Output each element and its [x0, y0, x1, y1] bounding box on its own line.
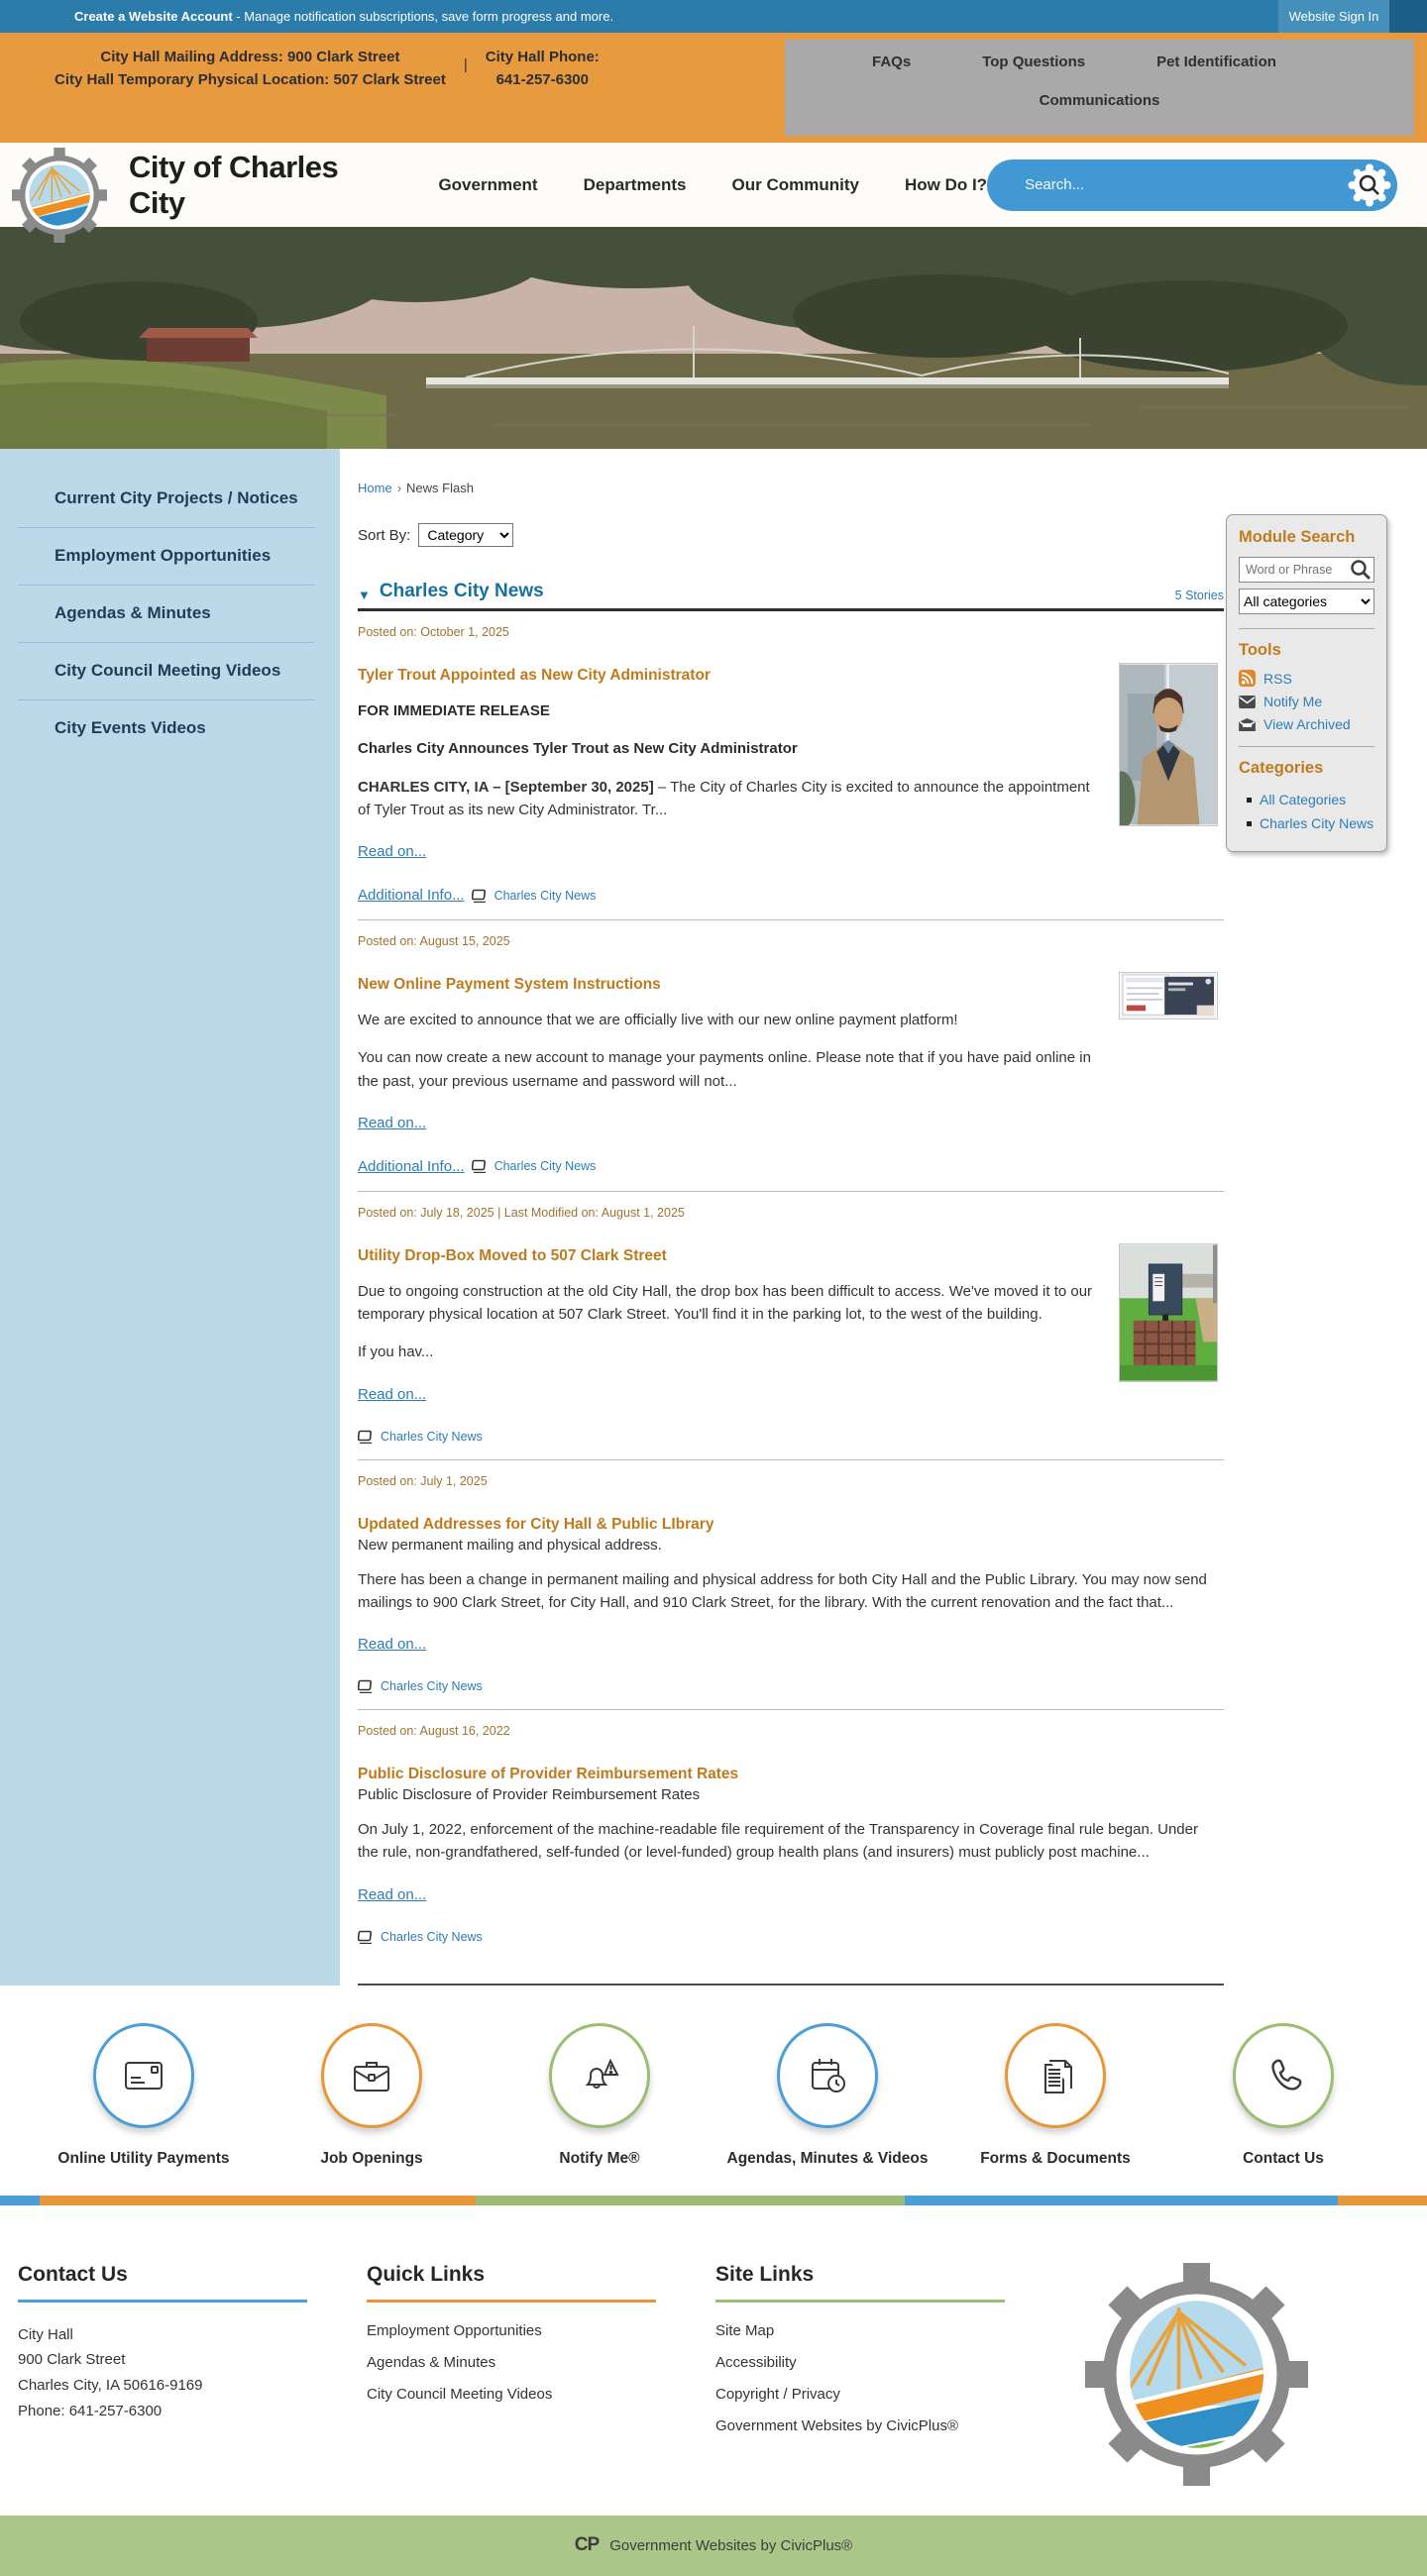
hero-river-bridge-photo [0, 227, 1427, 449]
divider [1239, 746, 1374, 747]
bullet [1247, 821, 1252, 826]
bell-alert-icon [577, 2053, 622, 2098]
stories-count: 5 Stories [1174, 589, 1224, 602]
footer-link-copyright-privacy[interactable]: Copyright / Privacy [715, 2385, 840, 2403]
read-on-link[interactable]: Read on... [358, 1885, 427, 1903]
sort-by-select[interactable] [418, 523, 513, 547]
story-title[interactable]: Utility Drop-Box Moved to 507 Clark Street [358, 1246, 667, 1264]
site-header [0, 143, 1427, 227]
news-story [358, 611, 1224, 920]
news-category-heading[interactable]: Charles City News [379, 581, 544, 601]
sidebar-item-employment-opportunities[interactable]: Employment Opportunities [18, 528, 315, 586]
story-title[interactable]: Public Disclosure of Provider Reimbursement Rates [358, 1766, 739, 1782]
main-navigation [438, 175, 987, 195]
city-hall-phone: City Hall Phone: 641-257-6300 [485, 49, 600, 88]
sidebar-item-agendas-minutes[interactable]: Agendas & Minutes [18, 586, 315, 643]
quick-access-row [0, 1986, 1427, 2196]
footer-link-agendas-minutes[interactable]: Agendas & Minutes [367, 2353, 496, 2371]
story-photo-tyler-trout[interactable] [1119, 663, 1218, 826]
nav-our-community[interactable]: Our Community [731, 174, 859, 194]
bullet [1247, 798, 1252, 803]
news-story [358, 1460, 1224, 1711]
sidebar-item-city-council-meeting-videos[interactable]: City Council Meeting Videos [18, 643, 315, 700]
flag-icon [472, 1159, 488, 1173]
menu-item-top-questions[interactable]: Top Questions [982, 54, 1086, 70]
tool-view-archived[interactable]: View Archived [1239, 716, 1374, 732]
topbar-end-cap [1389, 0, 1427, 33]
website-sign-in-button[interactable]: Website Sign In [1278, 0, 1389, 33]
story-paragraph: If you hav... [358, 1343, 434, 1361]
nav-government[interactable]: Government [438, 174, 538, 194]
story-title[interactable]: Updated Addresses for City Hall & Public LIbrary [358, 1515, 714, 1533]
story-photo-payment-portal[interactable] [1119, 972, 1218, 1020]
story-paragraph: You can now create a new account to manage your payments online. Please note that if you have paid online in the past, your previous username and password will not... [358, 1049, 1091, 1090]
module-category-select[interactable] [1239, 589, 1374, 614]
quick-access-online-utility-payments[interactable]: Online Utility Payments [33, 2023, 256, 2168]
news-story [358, 920, 1224, 1192]
site-footer [0, 2205, 1427, 2516]
phone-icon [1261, 2053, 1306, 2098]
story-title[interactable]: Tyler Trout Appointed as New City Administrator [358, 667, 711, 684]
posted-date: Posted on: August 16, 2022 [358, 1724, 510, 1738]
read-on-link[interactable]: Read on... [358, 1385, 427, 1403]
posted-date: Posted on: July 1, 2025 [358, 1473, 488, 1488]
collapse-triangle-icon[interactable]: ▼ [358, 588, 371, 602]
module-search-panel [1226, 514, 1387, 852]
nav-departments[interactable]: Departments [583, 174, 687, 194]
divider [1239, 628, 1374, 629]
site-title: City of Charles City [129, 149, 339, 220]
left-sidebar [0, 449, 340, 1986]
story-paragraph: CHARLES CITY, IA – [September 30, 2025] – The City of Charles City is excited to announce the appointment of Tyler Trout as its new City Administrator. Tr... [358, 778, 1090, 818]
footer-link-site-map[interactable]: Site Map [715, 2321, 775, 2339]
footer-site-links [715, 2263, 1005, 2486]
news-flash-section [358, 581, 1224, 1986]
footer-contact-line: Charles City, IA 50616-9169 [18, 2377, 203, 2395]
civicplus-cp-logo-icon: CP [574, 2534, 600, 2555]
footer-quick-links-title: Quick Links [367, 2263, 656, 2303]
footer-contact-line: Phone: 641-257-6300 [18, 2402, 163, 2419]
menu-item-communications[interactable]: Communications [1039, 92, 1160, 109]
breadcrumb: Home › News Flash [358, 481, 474, 495]
story-category-link[interactable]: Charles City News [494, 1159, 597, 1174]
footer-link-city-council-meeting-videos[interactable]: City Council Meeting Videos [367, 2385, 553, 2403]
secondary-menu [785, 40, 1414, 136]
story-subtitle: Public Disclosure of Provider Reimbursement Rates [358, 1786, 701, 1803]
story-paragraph: Due to ongoing construction at the old City Hall, the drop box has been difficult to access. We've moved it to our temporary physical location at 507 Clark Street. You'll find it in the parking lot, to the west of the building. [358, 1282, 1093, 1323]
rss-icon [1239, 670, 1256, 687]
flag-icon [472, 889, 488, 903]
quick-access-forms-documents[interactable]: Forms & Documents [944, 2023, 1167, 2168]
posted-date: Posted on: October 1, 2025 [358, 625, 509, 639]
footer-link-employment-opportunities[interactable]: Employment Opportunities [367, 2321, 542, 2339]
read-on-link[interactable]: Read on... [358, 1636, 427, 1653]
footer-link-govt-websites-civicplus[interactable]: Government Websites by CivicPlus® [715, 2416, 959, 2434]
story-paragraph: Charles City Announces Tyler Trout as New City Administrator [358, 740, 798, 758]
create-account-link[interactable]: Create a Website Account [74, 9, 233, 24]
accent-stripe [0, 2196, 1427, 2205]
story-paragraph: On July 1, 2022, enforcement of the machine-readable file requirement of the Transparency in Coverage final rule began. Under the rule, non-grandfathered, self-funded (or level-funded) group health plans (and insurers) must publicly post machine... [358, 1821, 1198, 1862]
flag-icon [358, 1679, 374, 1693]
footer-contact [18, 2263, 307, 2486]
info-divider: | [463, 56, 468, 73]
footer-site-links-title: Site Links [715, 2263, 1005, 2303]
story-category-link[interactable]: Charles City News [494, 888, 597, 903]
sidebar-item-city-events-videos[interactable]: City Events Videos [55, 717, 206, 737]
site-search [987, 160, 1397, 211]
top-utility-bar [0, 0, 1427, 33]
footer-city-gear-logo [1085, 2263, 1308, 2486]
footer-link-accessibility[interactable]: Accessibility [715, 2353, 797, 2371]
read-on-link[interactable]: Read on... [358, 1114, 427, 1131]
city-info-bar [0, 33, 1427, 143]
briefcase-icon [349, 2053, 394, 2098]
tool-notify-me[interactable]: Notify Me [1239, 694, 1374, 709]
read-on-link[interactable]: Read on... [358, 843, 427, 860]
posted-date: Posted on: August 15, 2025 [358, 934, 510, 948]
story-paragraph: There has been a change in permanent mailing and physical address for both City Hall and the Public Library. You may now send mailings to 900 Clark Street, for City Hall, and 910 Clark Street, for the library. With the current renovation and the fact that... [358, 1570, 1207, 1611]
quick-access-contact-us[interactable]: Contact Us [1172, 2023, 1395, 2168]
create-account-tagline: - Manage notification subscriptions, save form progress and more. [232, 9, 614, 24]
archive-envelope-icon [1239, 718, 1256, 731]
search-button[interactable] [1348, 163, 1391, 207]
news-story [358, 1710, 1224, 1948]
calendar-clock-icon [805, 2053, 850, 2098]
posted-date: Posted on: July 18, 2025 | Last Modified on: August 1, 2025 [358, 1205, 685, 1220]
quick-access-notify-me[interactable]: Notify Me® [489, 2023, 712, 2168]
story-paragraph: FOR IMMEDIATE RELEASE [358, 702, 550, 719]
breadcrumb-home[interactable]: Home [358, 481, 392, 495]
envelope-icon [1239, 696, 1256, 708]
footer-contact-title: Contact Us [18, 2263, 307, 2303]
category-all-categories[interactable]: All Categories [1239, 788, 1374, 811]
tool-rss[interactable]: RSS [1239, 670, 1374, 687]
footer-contact-line: City Hall [18, 2325, 73, 2343]
tools-title: Tools [1239, 641, 1281, 659]
documents-icon [1033, 2053, 1078, 2098]
quick-access-agendas-minutes-videos[interactable]: Agendas, Minutes & Videos [716, 2023, 939, 2168]
breadcrumb-current: News Flash [406, 481, 474, 495]
city-hall-address: City Hall Mailing Address: 900 Clark Street City Hall Temporary Physical Location: 507 Clark Street [55, 49, 446, 88]
search-gear-icon [1348, 163, 1391, 207]
story-paragraph: We are excited to announce that we are officially live with our new online payment platform! [358, 1012, 958, 1028]
module-search-icon[interactable] [1349, 558, 1372, 587]
footer-quick-links [367, 2263, 656, 2486]
story-category-link[interactable]: Charles City News [381, 1679, 483, 1693]
category-charles-city-news[interactable]: Charles City News [1239, 811, 1374, 835]
menu-item-faqs[interactable]: FAQs [872, 54, 912, 70]
module-search-title: Module Search [1239, 528, 1356, 546]
create-account-text [0, 9, 613, 24]
nav-how-do-i[interactable]: How Do I? [904, 174, 988, 194]
additional-info-link[interactable]: Additional Info... [358, 887, 465, 904]
categories-title: Categories [1239, 759, 1324, 777]
sidebar-item-current-city-projects[interactable]: Current City Projects / Notices [18, 471, 315, 528]
story-category-link[interactable]: Charles City News [381, 1929, 483, 1944]
footer-contact-line: 900 Clark Street [18, 2351, 126, 2369]
flag-icon [358, 1930, 374, 1944]
news-story [358, 1192, 1224, 1460]
menu-item-pet-identification[interactable]: Pet Identification [1156, 54, 1276, 70]
sort-by-label: Sort By: [358, 526, 411, 544]
story-subtitle: New permanent mailing and physical address. [358, 1536, 662, 1554]
credit-card-icon [121, 2053, 166, 2098]
additional-info-link[interactable]: Additional Info... [358, 1157, 465, 1175]
story-photo-drop-box[interactable] [1119, 1243, 1218, 1382]
quick-access-job-openings[interactable]: Job Openings [261, 2023, 484, 2168]
flag-icon [358, 1430, 374, 1444]
civicplus-credit[interactable]: Government Websites by CivicPlus® [609, 2536, 853, 2554]
site-search-input[interactable] [1025, 176, 1348, 193]
civicplus-bar [0, 2516, 1427, 2576]
story-title[interactable]: New Online Payment System Instructions [358, 976, 661, 993]
city-gear-logo[interactable] [12, 148, 107, 243]
story-category-link[interactable]: Charles City News [381, 1429, 483, 1444]
